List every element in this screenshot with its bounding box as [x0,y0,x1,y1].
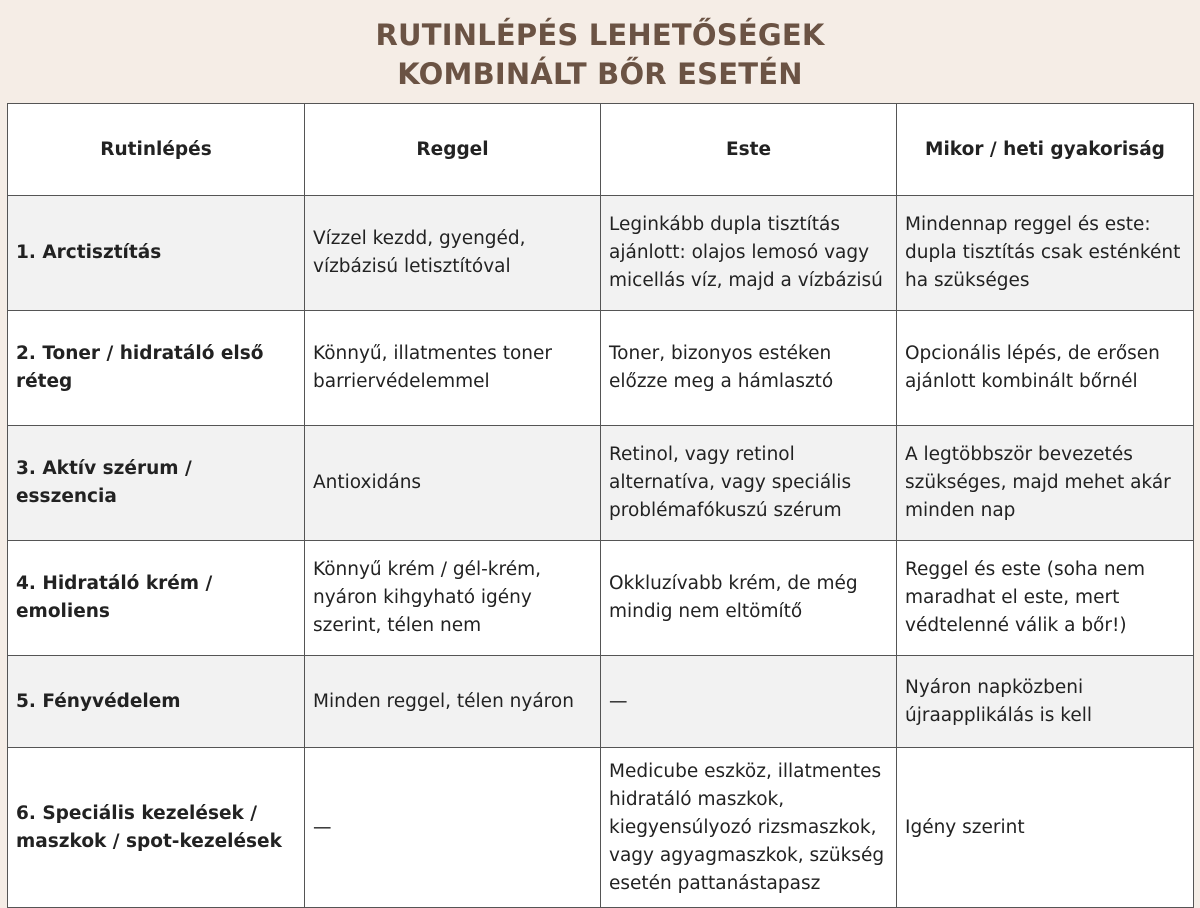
header-step: Rutinlépés [8,104,305,196]
cell-step: 3. Aktív szérum / esszencia [8,426,305,541]
cell-frequency: Nyáron napközbeni újraapplikálás is kell [897,656,1194,748]
cell-morning: Könnyű krém / gél-krém, nyáron kihgyható igény szerint, télen nem [305,541,601,656]
cell-evening: — [601,656,897,748]
table-row [8,541,1194,656]
cell-morning: — [305,748,601,908]
page-title-line-2: KOMBINÁLT BŐR ESETÉN [397,57,803,91]
cell-evening: Medicube eszköz, illatmentes hidratáló maszkok, kiegyensúlyozó rizsmaszkok, vagy agyagmaszkok, szükség esetén pattanástapasz [601,748,897,908]
cell-morning: Vízzel kezdd, gyengéd, vízbázisú letisztítóval [305,196,601,311]
cell-evening: Retinol, vagy retinol alternatíva, vagy speciális problémafókuszú szérum [601,426,897,541]
cell-step: 2. Toner / hidratáló első réteg [8,311,305,426]
cell-morning: Minden reggel, télen nyáron [305,656,601,748]
cell-frequency: Mindennap reggel és este: dupla tisztítás csak esténként ha szükséges [897,196,1194,311]
cell-evening: Leginkább dupla tisztítás ajánlott: olajos lemosó vagy micellás víz, majd a vízbázisú [601,196,897,311]
table-header-row [8,104,1194,196]
cell-frequency: Reggel és este (soha nem maradhat el este, mert védtelenné válik a bőr!) [897,541,1194,656]
table-row [8,311,1194,426]
cell-frequency: Igény szerint [897,748,1194,908]
cell-evening: Toner, bizonyos estéken előzze meg a hámlasztó [601,311,897,426]
cell-morning: Könnyű, illatmentes toner barriervédelemmel [305,311,601,426]
table-row [8,426,1194,541]
cell-step: 4. Hidratáló krém / emoliens [8,541,305,656]
page-title-line-1: RUTINLÉPÉS LEHETŐSÉGEK [375,18,825,52]
page-title [0,16,1200,94]
header-evening: Este [601,104,897,196]
table-row [8,748,1194,908]
table-row [8,196,1194,311]
routine-table [7,103,1194,908]
header-morning: Reggel [305,104,601,196]
cell-frequency: Opcionális lépés, de erősen ajánlott kombinált bőrnél [897,311,1194,426]
cell-morning: Antioxidáns [305,426,601,541]
cell-evening: Okkluzívabb krém, de még mindig nem eltömítő [601,541,897,656]
cell-frequency: A legtöbbször bevezetés szükséges, majd mehet akár minden nap [897,426,1194,541]
header-frequency: Mikor / heti gyakoriság [897,104,1194,196]
cell-step: 1. Arctisztítás [8,196,305,311]
cell-step: 6. Speciális kezelések / maszkok / spot-kezelések [8,748,305,908]
table-row [8,656,1194,748]
cell-step: 5. Fényvédelem [8,656,305,748]
